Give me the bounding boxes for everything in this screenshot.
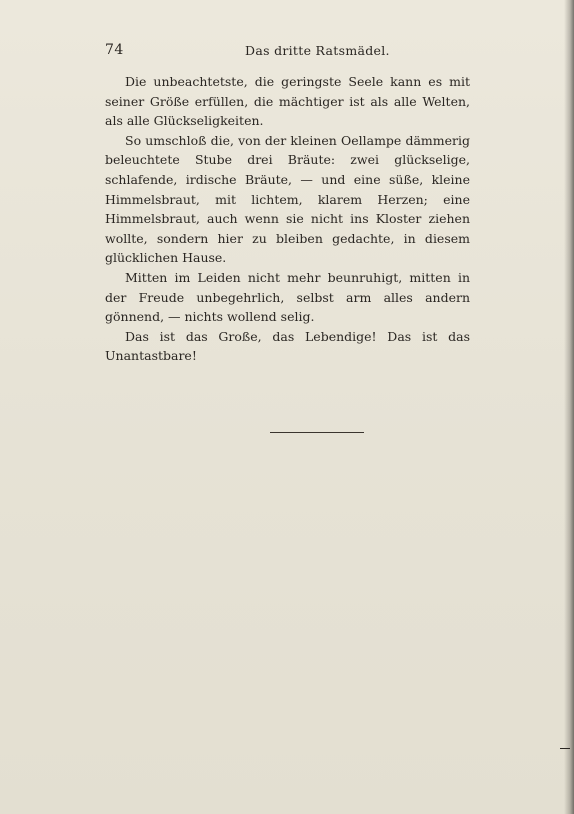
section-divider <box>270 432 364 433</box>
paragraph: Das ist das Große, das Lebendige! Das ist das Unantastbare! <box>105 328 470 364</box>
paragraph: So umschloß die, von der kleinen Oellampe dämmerig beleuchtete Stube drei Bräute: zwei glückselige, schlafende, irdische Bräute, — und eine süße, kleine Himmelsbraut, mit lichtem, klarem Herzen; eine Himmelsbraut, auch wenn sie nicht ins Kloster ziehen wollte, sondern hier zu bleiben gedachte, in diesem glücklichen Hause. <box>105 132 470 266</box>
page-number: 74 <box>105 42 124 58</box>
page-header <box>105 42 470 62</box>
edge-mark <box>560 748 570 749</box>
page-edge-shadow <box>564 0 574 814</box>
body-text <box>105 72 470 366</box>
paragraph: Die unbeachtetste, die geringste Seele kann es mit seiner Größe erfüllen, die mächtiger ist als alle Welten, als alle Glückseligkeiten. <box>105 74 470 129</box>
paragraph: Mitten im Leiden nicht mehr beunruhigt, mitten in der Freude unbegehrlich, selbst arm alles andern gönnend, — nichts wollend selig. <box>105 269 470 325</box>
running-title: Das dritte Ratsmädel. <box>245 43 390 58</box>
